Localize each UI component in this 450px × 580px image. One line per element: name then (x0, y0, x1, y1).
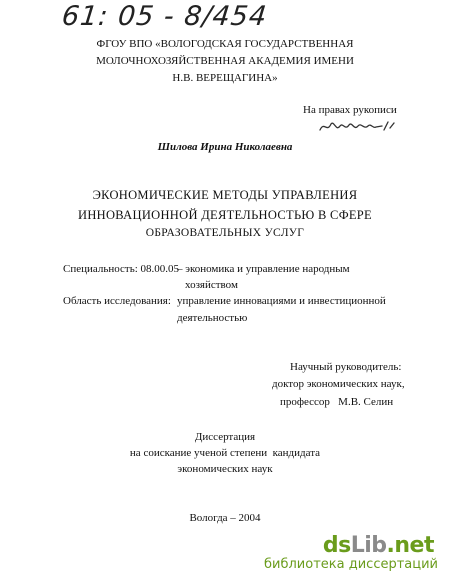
institution-line-3: Н.В. ВЕРЕЩАГИНА» (172, 72, 278, 84)
place-year: Вологда – 2004 (189, 512, 261, 524)
watermark-logo-part-a: ds (322, 533, 351, 558)
supervisor-line-3: профессор М.В. Селин (280, 396, 394, 408)
dissertation-line-3: экономических наук (177, 463, 273, 475)
dissertation-line-1: Диссертация (194, 431, 256, 443)
title-line-3: ОБРАЗОВАТЕЛЬНЫХ УСЛУГ (145, 227, 305, 239)
research-area-value-line-2: деятельностью (177, 312, 248, 324)
specialty-value-line-1: – экономика и управление народным (177, 263, 350, 275)
watermark-caption: библиотека диссертаций (264, 557, 438, 572)
watermark-logo-part-c: .net (386, 533, 434, 558)
institution-line-2: МОЛОЧНОХОЗЯЙСТВЕННАЯ АКАДЕМИЯ ИМЕНИ (96, 55, 354, 67)
dissertation-line-2: на соискание ученой степени кандидата (129, 447, 321, 459)
watermark-logo (323, 533, 434, 558)
author-name: Шилова Ирина Николаевна (157, 141, 293, 153)
supervisor-line-1: Научный руководитель: (290, 361, 402, 373)
handwritten-archive-code: 61: 05 - 8/454 (60, 1, 269, 32)
supervisor-line-2: доктор экономических наук, (272, 378, 405, 390)
institution-line-1: ФГОУ ВПО «ВОЛОГОДСКАЯ ГОСУДАРСТВЕННАЯ (96, 38, 354, 50)
research-area-value-line-1: управление инновациями и инвестиционной (177, 295, 386, 307)
specialty-label: Специальность: 08.00.05 (63, 263, 180, 275)
title-line-1: ЭКОНОМИЧЕСКИЕ МЕТОДЫ УПРАВЛЕНИЯ (92, 188, 358, 202)
rights-label: На правах рукописи (303, 104, 397, 116)
signature-image (318, 118, 398, 136)
specialty-value-line-2: хозяйством (185, 279, 238, 291)
title-line-2: ИННОВАЦИОННОЙ ДЕЯТЕЛЬНОСТЬЮ В СФЕРЕ (78, 208, 372, 222)
research-area-label: Область исследования: (63, 295, 171, 307)
watermark-logo-part-b: Lib (350, 533, 387, 558)
